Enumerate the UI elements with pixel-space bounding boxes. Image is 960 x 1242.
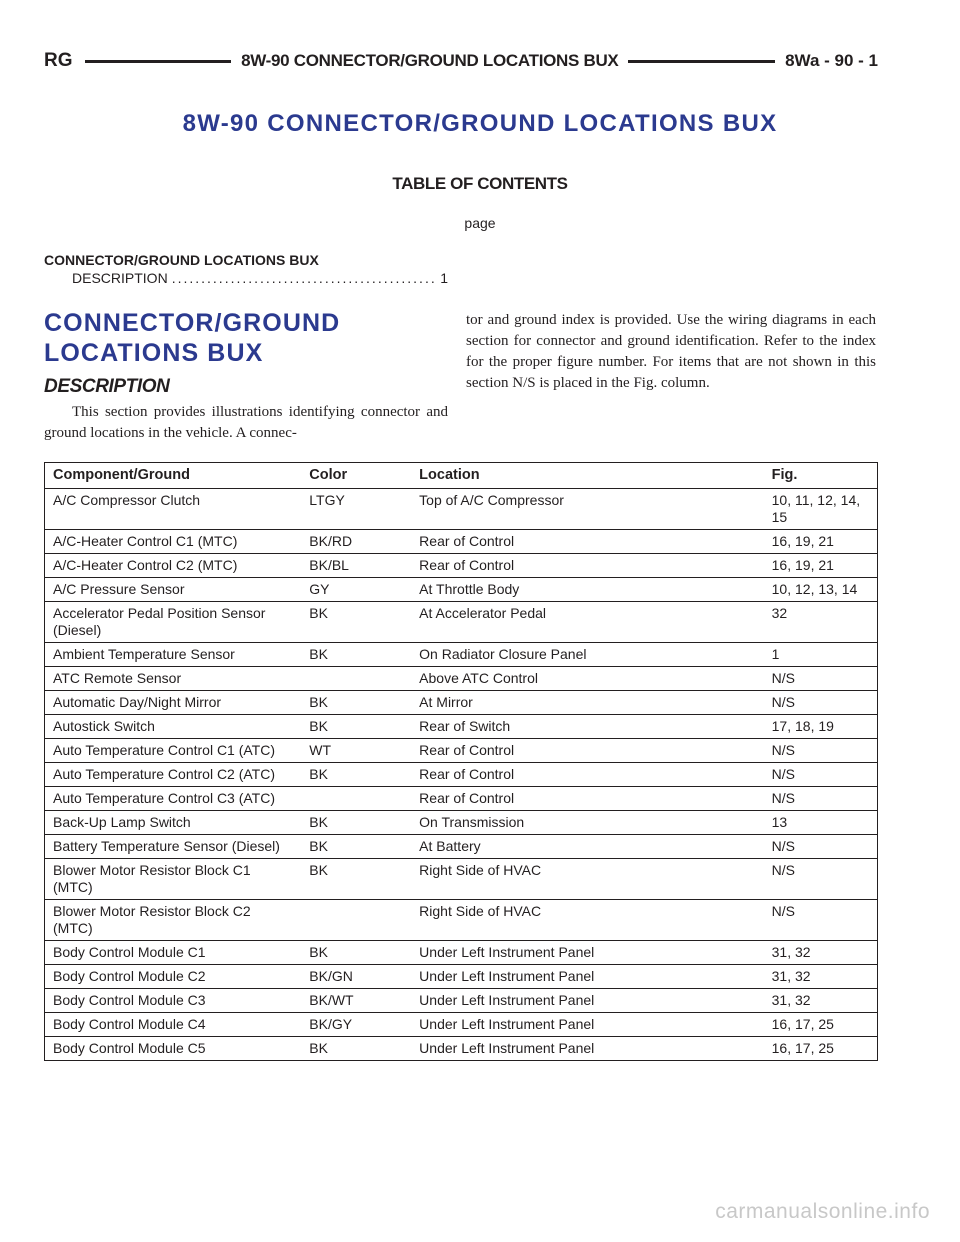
cell-color <box>301 787 411 811</box>
table-row <box>45 763 878 787</box>
table-row <box>45 530 878 554</box>
cell-location: Rear of Control <box>411 763 763 787</box>
table-row <box>45 602 878 643</box>
table-row <box>45 900 878 941</box>
cell-component: A/C-Heater Control C1 (MTC) <box>45 530 302 554</box>
cell-color: BK <box>301 835 411 859</box>
cell-color: BK <box>301 715 411 739</box>
table-row <box>45 739 878 763</box>
cell-fig: 31, 32 <box>764 965 878 989</box>
table-row <box>45 691 878 715</box>
cell-component: Accelerator Pedal Position Sensor (Diesel) <box>45 602 302 643</box>
toc-page-label: page <box>464 215 496 231</box>
description-heading: DESCRIPTION <box>44 376 170 397</box>
cell-fig: N/S <box>764 763 878 787</box>
cell-color: GY <box>301 578 411 602</box>
header-rule-right <box>628 60 775 63</box>
cell-location: Rear of Control <box>411 787 763 811</box>
cell-fig: 16, 17, 25 <box>764 1037 878 1061</box>
table-body <box>45 489 878 1061</box>
table-row <box>45 489 878 530</box>
cell-fig: N/S <box>764 859 878 900</box>
cell-location: On Radiator Closure Panel <box>411 643 763 667</box>
cell-location: On Transmission <box>411 811 763 835</box>
cell-location: Under Left Instrument Panel <box>411 1037 763 1061</box>
cell-fig: N/S <box>764 667 878 691</box>
table-row <box>45 1013 878 1037</box>
cell-location: At Mirror <box>411 691 763 715</box>
cell-component: A/C-Heater Control C2 (MTC) <box>45 554 302 578</box>
cell-location: Top of A/C Compressor <box>411 489 763 530</box>
cell-fig: 10, 11, 12, 14, 15 <box>764 489 878 530</box>
table-row <box>45 554 878 578</box>
cell-fig: 31, 32 <box>764 989 878 1013</box>
page-header <box>44 44 878 78</box>
table-row <box>45 578 878 602</box>
cell-fig: 31, 32 <box>764 941 878 965</box>
cell-location: Under Left Instrument Panel <box>411 941 763 965</box>
toc-section: CONNECTOR/GROUND LOCATIONS BUX <box>44 252 319 268</box>
cell-color: WT <box>301 739 411 763</box>
cell-component: Automatic Day/Night Mirror <box>45 691 302 715</box>
cell-color: BK <box>301 859 411 900</box>
cell-location: At Throttle Body <box>411 578 763 602</box>
toc-entry-page: 1 <box>440 270 448 286</box>
cell-component: Body Control Module C5 <box>45 1037 302 1061</box>
table-header-row <box>45 463 878 489</box>
cell-color: BK/GN <box>301 965 411 989</box>
header-rule-left <box>85 60 232 63</box>
column-header-location: Location <box>411 463 763 489</box>
cell-fig: N/S <box>764 787 878 811</box>
cell-location: Right Side of HVAC <box>411 859 763 900</box>
cell-component: Body Control Module C3 <box>45 989 302 1013</box>
cell-location: Rear of Switch <box>411 715 763 739</box>
table-row <box>45 859 878 900</box>
cell-color: BK <box>301 941 411 965</box>
cell-location: Under Left Instrument Panel <box>411 965 763 989</box>
cell-component: Autostick Switch <box>45 715 302 739</box>
cell-location: Rear of Control <box>411 554 763 578</box>
cell-component: Back-Up Lamp Switch <box>45 811 302 835</box>
header-manual-code: RG <box>44 50 73 71</box>
cell-fig: 16, 17, 25 <box>764 1013 878 1037</box>
cell-component: Ambient Temperature Sensor <box>45 643 302 667</box>
table-row <box>45 989 878 1013</box>
cell-color: BK <box>301 602 411 643</box>
cell-color <box>301 900 411 941</box>
watermark: carmanualsonline.info <box>715 1200 930 1223</box>
cell-location: At Accelerator Pedal <box>411 602 763 643</box>
cell-component: Body Control Module C4 <box>45 1013 302 1037</box>
cell-color: LTGY <box>301 489 411 530</box>
column-header-component: Component/Ground <box>45 463 302 489</box>
toc-leader-dots <box>172 270 437 286</box>
cell-fig: N/S <box>764 835 878 859</box>
column-header-color: Color <box>301 463 411 489</box>
cell-location: Under Left Instrument Panel <box>411 989 763 1013</box>
table-row <box>45 1037 878 1061</box>
cell-component: ATC Remote Sensor <box>45 667 302 691</box>
description-paragraph-right: tor and ground index is provided. Use the wiring diagrams in each section for connector and ground identification. Refer to the index for the proper figure number. For items that are not shown in this section N/S is placed in the Fig. column. <box>466 312 876 391</box>
cell-component: Auto Temperature Control C3 (ATC) <box>45 787 302 811</box>
cell-location: Rear of Control <box>411 739 763 763</box>
cell-fig: N/S <box>764 739 878 763</box>
cell-location: At Battery <box>411 835 763 859</box>
toc-entry-label: DESCRIPTION <box>72 270 168 286</box>
cell-color: BK <box>301 811 411 835</box>
table-row <box>45 643 878 667</box>
cell-fig: 16, 19, 21 <box>764 530 878 554</box>
cell-location: Above ATC Control <box>411 667 763 691</box>
table-row <box>45 787 878 811</box>
cell-component: Blower Motor Resistor Block C1 (MTC) <box>45 859 302 900</box>
connector-table <box>44 462 878 1061</box>
cell-color: BK <box>301 1037 411 1061</box>
table-row <box>45 811 878 835</box>
cell-component: Auto Temperature Control C1 (ATC) <box>45 739 302 763</box>
toc-entry[interactable] <box>72 270 448 286</box>
cell-location: Rear of Control <box>411 530 763 554</box>
cell-component: Body Control Module C2 <box>45 965 302 989</box>
cell-color: BK <box>301 763 411 787</box>
cell-fig: 17, 18, 19 <box>764 715 878 739</box>
table-row <box>45 667 878 691</box>
cell-fig: N/S <box>764 900 878 941</box>
cell-fig: 32 <box>764 602 878 643</box>
header-title: 8W-90 CONNECTOR/GROUND LOCATIONS BUX <box>241 51 619 70</box>
cell-component: A/C Compressor Clutch <box>45 489 302 530</box>
section-heading: CONNECTOR/GROUND LOCATIONS BUX <box>44 309 341 367</box>
table-row <box>45 965 878 989</box>
cell-component: Body Control Module C1 <box>45 941 302 965</box>
table-row <box>45 835 878 859</box>
cell-color: BK <box>301 643 411 667</box>
cell-location: Right Side of HVAC <box>411 900 763 941</box>
cell-fig: N/S <box>764 691 878 715</box>
cell-color: BK/BL <box>301 554 411 578</box>
table-row <box>45 715 878 739</box>
cell-color: BK <box>301 691 411 715</box>
cell-color <box>301 667 411 691</box>
cell-component: Auto Temperature Control C2 (ATC) <box>45 763 302 787</box>
cell-component: Battery Temperature Sensor (Diesel) <box>45 835 302 859</box>
column-header-fig: Fig. <box>764 463 878 489</box>
table-row <box>45 941 878 965</box>
cell-color: BK/WT <box>301 989 411 1013</box>
page-title: 8W-90 CONNECTOR/GROUND LOCATIONS BUX <box>182 110 778 137</box>
cell-fig: 16, 19, 21 <box>764 554 878 578</box>
cell-fig: 13 <box>764 811 878 835</box>
header-page-number: 8Wa - 90 - 1 <box>785 51 878 70</box>
cell-fig: 10, 12, 13, 14 <box>764 578 878 602</box>
cell-component: A/C Pressure Sensor <box>45 578 302 602</box>
cell-component: Blower Motor Resistor Block C2 (MTC) <box>45 900 302 941</box>
cell-location: Under Left Instrument Panel <box>411 1013 763 1037</box>
toc-title: TABLE OF CONTENTS <box>392 174 568 193</box>
cell-fig: 1 <box>764 643 878 667</box>
cell-color: BK/RD <box>301 530 411 554</box>
cell-color: BK/GY <box>301 1013 411 1037</box>
description-paragraph-left: This section provides illustrations identifying connector and ground locations in the vehicle. A connec- <box>44 404 448 441</box>
